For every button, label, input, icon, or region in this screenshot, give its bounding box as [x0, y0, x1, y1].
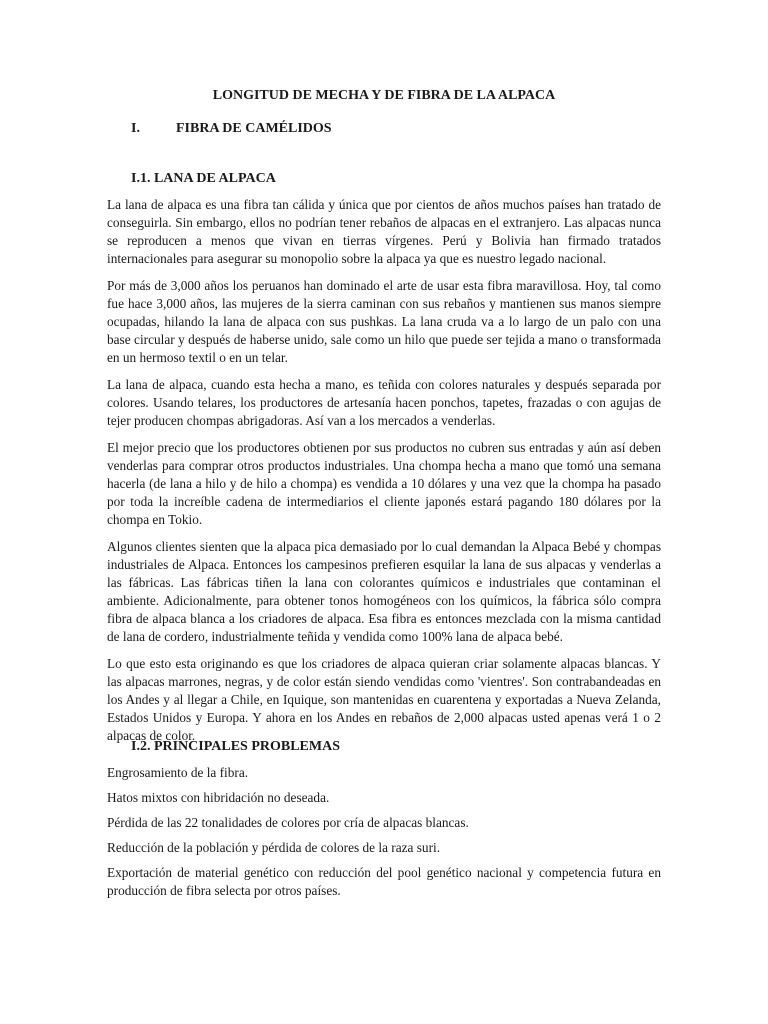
subsection-2-title: I.2. PRINCIPALES PROBLEMAS [131, 739, 340, 754]
document-title: LONGITUD DE MECHA Y DE FIBRA DE LA ALPACA [212, 88, 556, 103]
paragraph: Lo que esto esta originando es que los criadores de alpaca quieran criar solamente alpacas blancas. Y las alpacas marrones, negras, y de color están siendo vendidas como 'vientres'. Son contrabandeadas en los Andes y al llegar a Chile, en Iquique, son mantenidas en cuarentena y exportadas a Nueva Zelanda, Estados Unidos y Europa. Y ahora en los Andes en rebaños de 2,000 alpacas usted apenas verá 1 o 2 alpacas de color. [107, 656, 661, 743]
paragraph: Algunos clientes sienten que la alpaca pica demasiado por lo cual demandan la Alpaca Bebé y chompas industriales de Alpaca. Entonces los campesinos prefieren esquilar la lana de sus alpacas y venderlas a las fábricas. Las fábricas tiñen la lana con colorantes químicos e industriales que contaminan el ambiente. Adicionalmente, para obtener tonos homogéneos con los químicos, la fábrica sólo compra fibra de alpaca blanca a los criadores de alpaca. Esa fibra es entonces mezclada con la misma cantidad de lana de cordero, industrialmente teñida y vendida como 100% lana de alpaca bebé. [107, 539, 661, 644]
problems-list [107, 764, 661, 907]
subsection-1-body [107, 196, 661, 754]
section-title: FIBRA DE CAMÉLIDOS [176, 121, 332, 136]
list-item: Exportación de material genético con reducción del pool genético nacional y competencia futura en producción de fibra selecta por otros países. [107, 865, 661, 898]
list-item: Hatos mixtos con hibridación no deseada. [107, 790, 330, 805]
section-number: I. [131, 121, 140, 136]
list-item: Pérdida de las 22 tonalidades de colores por cría de alpacas blancas. [107, 815, 469, 830]
subsection-1-title: I.1. LANA DE ALPACA [131, 171, 276, 186]
paragraph: El mejor precio que los productores obtienen por sus productos no cubren sus entradas y aún así deben venderlas para comprar otros productos industriales. Una chompa hecha a mano que tomó una semana hacerla (de lana a hilo y de hilo a chompa) es vendida a 10 dólares y una vez que la chompa ha pasado por toda la increíble cadena de intermediarios el cliente japonés estará pagando 180 dólares por la chompa en Tokio. [107, 440, 661, 527]
paragraph: La lana de alpaca, cuando esta hecha a mano, es teñida con colores naturales y después separada por colores. Usando telares, los productores de artesanía hacen ponchos, tapetes, frazadas o con agujas de tejer producen chompas abrigadoras. Así van a los mercados a venderlas. [107, 377, 661, 428]
list-item: Reducción de la población y pérdida de colores de la raza suri. [107, 840, 441, 855]
paragraph: La lana de alpaca es una fibra tan cálida y única que por cientos de años muchos países han tratado de conseguirla. Sin embargo, ellos no podrían tener rebaños de alpacas en el extranjero. Las alpacas nunca se reproducen a menos que vivan en tierras vírgenes. Perú y Bolivia han firmado tratados internacionales para asegurar su monopolio sobre la alpaca ya que es nuestro legado nacional. [107, 197, 661, 266]
list-item: Engrosamiento de la fibra. [107, 765, 249, 780]
paragraph: Por más de 3,000 años los peruanos han dominado el arte de usar esta fibra maravillosa. Hoy, tal como fue hace 3,000 años, las mujeres de la sierra caminan con sus rebaños y mantienen sus manos siempre ocupadas, hilando la lana de alpaca con sus pushkas. La lana cruda va a lo largo de un palo con una base circular y después de haberse unido, sale como un hilo que puede ser tejida a mano o transformada en un hermoso textil o en un telar. [107, 278, 661, 365]
section-heading [131, 121, 332, 137]
